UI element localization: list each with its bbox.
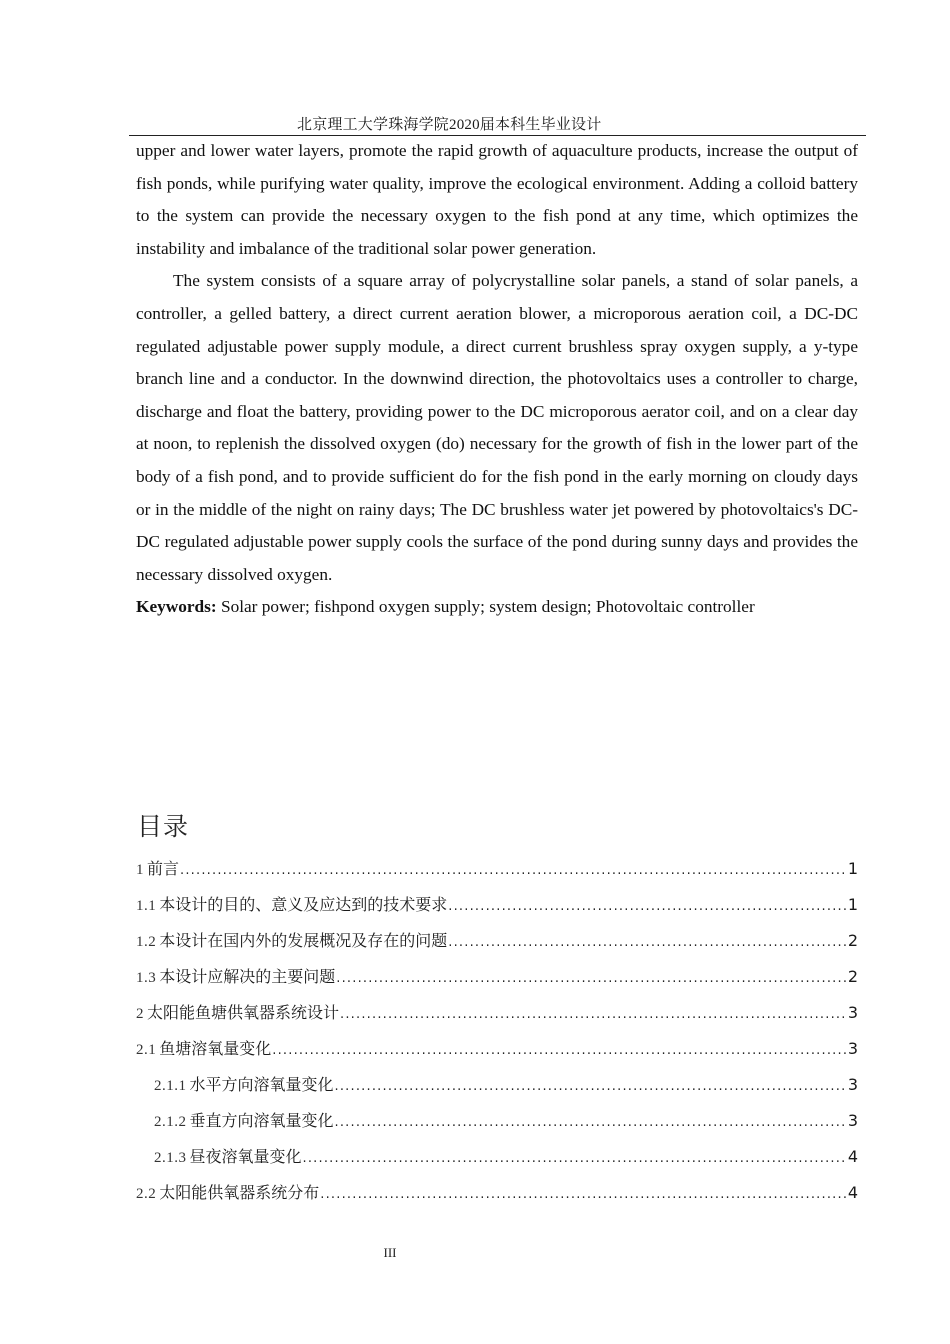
toc-entry-page: 1: [847, 895, 858, 914]
toc-entry-page: 3: [847, 1039, 858, 1058]
toc-entry-number: 2.1.1: [154, 1078, 187, 1094]
toc-dot-leader: [336, 961, 847, 997]
keywords-label: Keywords:: [136, 597, 217, 617]
toc-entry-title: 水平方向溶氧量变化: [189, 1075, 334, 1094]
toc-dot-leader: [320, 1177, 847, 1213]
toc-entry[interactable]: [136, 851, 858, 887]
toc-entry-title: 鱼塘溶氧量变化: [159, 1039, 272, 1058]
toc-entry-title: 本设计的目的、意义及应达到的技术要求: [159, 895, 448, 914]
toc-entry[interactable]: [136, 959, 858, 995]
toc-entry-title: 垂直方向溶氧量变化: [189, 1111, 334, 1130]
running-header-title: 北京理工大学珠海学院2020届本科生毕业设计: [297, 117, 602, 133]
toc-entry-title: 本设计在国内外的发展概况及存在的问题: [159, 931, 448, 950]
toc-entry[interactable]: [136, 995, 858, 1031]
toc-dot-leader: [303, 1141, 847, 1177]
table-of-contents: [136, 851, 858, 1211]
toc-entry[interactable]: [136, 1031, 858, 1067]
toc-entry[interactable]: [136, 1175, 858, 1211]
toc-dot-leader: [335, 1105, 847, 1141]
keywords-text: Solar power; fishpond oxygen supply; system design; Photovoltaic controller: [216, 597, 755, 617]
toc-title: 目录: [137, 812, 190, 841]
page-number: III: [383, 1245, 397, 1260]
toc-entry-number: 2.1: [136, 1042, 157, 1058]
toc-entry-page: 3: [847, 1111, 858, 1130]
toc-dot-leader: [180, 853, 847, 889]
running-header: [129, 116, 866, 136]
toc-entry[interactable]: [136, 1139, 858, 1175]
toc-entry-title: 本设计应解决的主要问题: [159, 967, 336, 986]
abstract-paragraph-system: The system consists of a square array of polycrystalline solar panels, a stand of solar panels, a controller, a gelled battery, a direct current aeration blower, a microporous aeration coil, a DC-DC regulated adjustable power supply module, a direct current brushless spray oxygen supply, a y-type branch line and a conductor. In the downwind direction, the photovoltaics uses a controller to charge, discharge and float the battery, providing power to the DC microporous aerator coil, and on a clear day at noon, to replenish the dissolved oxygen (do) necessary for the growth of fish in the lower part of the body of a fish pond, and to provide sufficient do for the fish pond in the early morning on cloudy days or in the middle of the night on rainy days; The DC brushless water jet powered by photovoltaics's DC-DC regulated adjustable power supply cools the surface of the pond during sunny days and provides the necessary dissolved oxygen.: [136, 271, 858, 584]
toc-entry-page: 4: [847, 1183, 858, 1202]
toc-entry[interactable]: [136, 923, 858, 959]
toc-entry[interactable]: [136, 1103, 858, 1139]
toc-entry-page: 4: [847, 1147, 858, 1166]
toc-entry-title: 太阳能供氧器系统分布: [159, 1183, 320, 1202]
toc-entry-page: 2: [847, 967, 858, 986]
toc-dot-leader: [448, 925, 847, 961]
toc-entry-page: 3: [847, 1003, 858, 1022]
toc-entry-number: 1.1: [136, 898, 157, 914]
toc-entry-number: 2: [136, 1006, 144, 1022]
keywords-line: [136, 591, 858, 624]
toc-entry-number: 2.1.2: [154, 1114, 187, 1130]
toc-entry-number: 2.2: [136, 1186, 157, 1202]
toc-dot-leader: [335, 1069, 847, 1105]
toc-entry-number: 1.3: [136, 970, 157, 986]
abstract-paragraph-continued: upper and lower water layers, promote the rapid growth of aquaculture products, increase the output of fish ponds, while purifying water quality, improve the ecological environment. Adding a colloid battery to the system can provide the necessary oxygen to the fish pond at any time, which optimizes the instability and imbalance of the traditional solar power generation.: [136, 141, 858, 258]
toc-entry-page: 1: [847, 859, 858, 878]
toc-entry-title: 太阳能鱼塘供氧器系统设计: [147, 1003, 340, 1022]
toc-entry[interactable]: [136, 1067, 858, 1103]
toc-dot-leader: [272, 1033, 847, 1069]
toc-entry-page: 3: [847, 1075, 858, 1094]
toc-dot-leader: [448, 889, 847, 925]
toc-entry-title: 前言: [147, 859, 180, 878]
toc-entry-number: 1: [136, 862, 144, 878]
toc-entry[interactable]: [136, 887, 858, 923]
english-abstract: [136, 135, 858, 624]
toc-dot-leader: [340, 997, 847, 1033]
toc-entry-page: 2: [847, 931, 858, 950]
toc-entry-number: 2.1.3: [154, 1150, 187, 1166]
toc-entry-number: 1.2: [136, 934, 157, 950]
toc-entry-title: 昼夜溶氧量变化: [189, 1147, 302, 1166]
